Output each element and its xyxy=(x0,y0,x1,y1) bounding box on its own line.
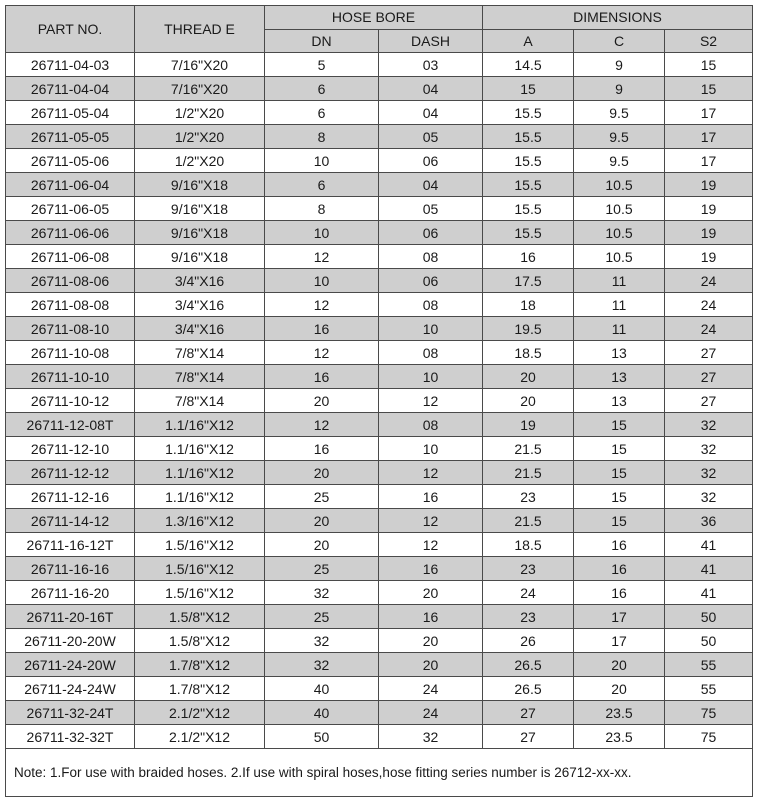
cell-dim-s2: 41 xyxy=(665,533,753,557)
cell-dn: 20 xyxy=(265,533,379,557)
cell-thread-e: 1.5/16"X12 xyxy=(135,533,265,557)
cell-dn: 10 xyxy=(265,269,379,293)
cell-part-no: 26711-32-32T xyxy=(6,725,135,749)
cell-dim-c: 10.5 xyxy=(574,173,665,197)
cell-dash: 06 xyxy=(379,149,483,173)
table-row xyxy=(6,101,753,125)
cell-dim-a: 15.5 xyxy=(483,197,574,221)
cell-dim-a: 26.5 xyxy=(483,653,574,677)
cell-dim-a: 15.5 xyxy=(483,101,574,125)
table-row xyxy=(6,653,753,677)
cell-dash: 08 xyxy=(379,245,483,269)
table-row xyxy=(6,677,753,701)
cell-dn: 50 xyxy=(265,725,379,749)
cell-dim-a: 14.5 xyxy=(483,53,574,77)
cell-thread-e: 7/16"X20 xyxy=(135,77,265,101)
cell-dim-s2: 27 xyxy=(665,365,753,389)
table-row xyxy=(6,557,753,581)
cell-dim-a: 27 xyxy=(483,701,574,725)
cell-dash: 12 xyxy=(379,389,483,413)
cell-dim-s2: 27 xyxy=(665,341,753,365)
cell-dash: 12 xyxy=(379,461,483,485)
cell-dash: 20 xyxy=(379,581,483,605)
cell-dn: 25 xyxy=(265,605,379,629)
cell-dash: 10 xyxy=(379,437,483,461)
cell-dn: 12 xyxy=(265,413,379,437)
cell-dim-c: 11 xyxy=(574,269,665,293)
table-row xyxy=(6,485,753,509)
cell-thread-e: 1.5/8"X12 xyxy=(135,605,265,629)
cell-dn: 40 xyxy=(265,677,379,701)
cell-dim-s2: 32 xyxy=(665,413,753,437)
cell-dim-s2: 41 xyxy=(665,557,753,581)
cell-dim-s2: 32 xyxy=(665,437,753,461)
cell-dn: 16 xyxy=(265,317,379,341)
cell-dn: 8 xyxy=(265,125,379,149)
cell-dn: 8 xyxy=(265,197,379,221)
cell-dim-c: 16 xyxy=(574,581,665,605)
cell-thread-e: 1.5/8"X12 xyxy=(135,629,265,653)
cell-thread-e: 1/2"X20 xyxy=(135,125,265,149)
cell-dim-s2: 15 xyxy=(665,53,753,77)
cell-thread-e: 1.1/16"X12 xyxy=(135,437,265,461)
cell-dim-a: 26.5 xyxy=(483,677,574,701)
cell-dn: 32 xyxy=(265,629,379,653)
cell-part-no: 26711-05-04 xyxy=(6,101,135,125)
table-row xyxy=(6,533,753,557)
cell-dim-a: 15.5 xyxy=(483,173,574,197)
cell-dim-c: 20 xyxy=(574,653,665,677)
cell-dash: 08 xyxy=(379,341,483,365)
cell-thread-e: 1/2"X20 xyxy=(135,149,265,173)
cell-thread-e: 9/16"X18 xyxy=(135,173,265,197)
cell-dim-a: 21.5 xyxy=(483,509,574,533)
cell-thread-e: 9/16"X18 xyxy=(135,197,265,221)
table-row xyxy=(6,605,753,629)
cell-dim-s2: 24 xyxy=(665,317,753,341)
header-row-top xyxy=(6,6,753,30)
cell-dim-c: 16 xyxy=(574,557,665,581)
cell-dash: 20 xyxy=(379,629,483,653)
cell-dn: 6 xyxy=(265,101,379,125)
table-row xyxy=(6,725,753,749)
cell-dim-c: 16 xyxy=(574,533,665,557)
cell-dim-s2: 19 xyxy=(665,245,753,269)
cell-part-no: 26711-08-10 xyxy=(6,317,135,341)
cell-dim-c: 17 xyxy=(574,605,665,629)
header-c: C xyxy=(574,29,665,53)
cell-dim-s2: 15 xyxy=(665,77,753,101)
table-row xyxy=(6,629,753,653)
cell-dim-s2: 75 xyxy=(665,725,753,749)
cell-thread-e: 1.5/16"X12 xyxy=(135,557,265,581)
table-row xyxy=(6,389,753,413)
cell-dim-a: 24 xyxy=(483,581,574,605)
cell-dim-a: 21.5 xyxy=(483,461,574,485)
cell-dim-s2: 55 xyxy=(665,653,753,677)
cell-dim-s2: 75 xyxy=(665,701,753,725)
cell-part-no: 26711-10-08 xyxy=(6,341,135,365)
cell-dim-s2: 17 xyxy=(665,149,753,173)
cell-dim-c: 11 xyxy=(574,293,665,317)
cell-thread-e: 3/4"X16 xyxy=(135,317,265,341)
table-row xyxy=(6,173,753,197)
cell-dim-a: 27 xyxy=(483,725,574,749)
cell-dim-c: 11 xyxy=(574,317,665,341)
cell-dim-a: 18.5 xyxy=(483,533,574,557)
cell-dn: 12 xyxy=(265,341,379,365)
cell-dn: 10 xyxy=(265,149,379,173)
table-row xyxy=(6,197,753,221)
cell-part-no: 26711-10-10 xyxy=(6,365,135,389)
cell-dim-s2: 32 xyxy=(665,485,753,509)
cell-thread-e: 2.1/2"X12 xyxy=(135,725,265,749)
cell-part-no: 26711-06-08 xyxy=(6,245,135,269)
table-body xyxy=(6,53,753,749)
cell-thread-e: 7/8"X14 xyxy=(135,389,265,413)
cell-dim-a: 21.5 xyxy=(483,437,574,461)
table-row xyxy=(6,53,753,77)
cell-dim-s2: 41 xyxy=(665,581,753,605)
cell-dn: 20 xyxy=(265,461,379,485)
cell-dash: 32 xyxy=(379,725,483,749)
cell-dim-s2: 19 xyxy=(665,221,753,245)
cell-dim-s2: 55 xyxy=(665,677,753,701)
table-row xyxy=(6,269,753,293)
cell-part-no: 26711-12-16 xyxy=(6,485,135,509)
cell-dn: 32 xyxy=(265,581,379,605)
cell-thread-e: 7/16"X20 xyxy=(135,53,265,77)
cell-thread-e: 1.1/16"X12 xyxy=(135,413,265,437)
cell-thread-e: 1.5/16"X12 xyxy=(135,581,265,605)
cell-dash: 16 xyxy=(379,605,483,629)
cell-dash: 03 xyxy=(379,53,483,77)
table-row xyxy=(6,365,753,389)
cell-dim-c: 15 xyxy=(574,509,665,533)
cell-dim-a: 17.5 xyxy=(483,269,574,293)
header-s2: S2 xyxy=(665,29,753,53)
cell-dim-s2: 50 xyxy=(665,605,753,629)
cell-dash: 24 xyxy=(379,677,483,701)
cell-dim-c: 9.5 xyxy=(574,149,665,173)
cell-dim-c: 9.5 xyxy=(574,101,665,125)
cell-dim-c: 10.5 xyxy=(574,197,665,221)
table-row xyxy=(6,293,753,317)
cell-thread-e: 1.3/16"X12 xyxy=(135,509,265,533)
cell-thread-e: 1.1/16"X12 xyxy=(135,485,265,509)
cell-dim-a: 19 xyxy=(483,413,574,437)
cell-dim-c: 13 xyxy=(574,341,665,365)
cell-dim-c: 15 xyxy=(574,461,665,485)
cell-dim-a: 23 xyxy=(483,557,574,581)
cell-dn: 25 xyxy=(265,557,379,581)
cell-dim-c: 15 xyxy=(574,437,665,461)
cell-dn: 6 xyxy=(265,173,379,197)
cell-part-no: 26711-10-12 xyxy=(6,389,135,413)
cell-part-no: 26711-12-12 xyxy=(6,461,135,485)
cell-dn: 25 xyxy=(265,485,379,509)
cell-dim-a: 15.5 xyxy=(483,125,574,149)
cell-dim-a: 15 xyxy=(483,77,574,101)
header-dimensions: DIMENSIONS xyxy=(483,6,753,30)
cell-thread-e: 3/4"X16 xyxy=(135,293,265,317)
cell-thread-e: 9/16"X18 xyxy=(135,245,265,269)
cell-dash: 12 xyxy=(379,509,483,533)
cell-dash: 08 xyxy=(379,293,483,317)
cell-part-no: 26711-12-08T xyxy=(6,413,135,437)
spec-sheet xyxy=(5,5,752,797)
cell-thread-e: 1.1/16"X12 xyxy=(135,461,265,485)
cell-part-no: 26711-05-06 xyxy=(6,149,135,173)
table-row xyxy=(6,125,753,149)
cell-dim-c: 13 xyxy=(574,389,665,413)
cell-dn: 10 xyxy=(265,221,379,245)
cell-dn: 20 xyxy=(265,509,379,533)
cell-dn: 32 xyxy=(265,653,379,677)
cell-part-no: 26711-12-10 xyxy=(6,437,135,461)
cell-dim-c: 9 xyxy=(574,77,665,101)
cell-dim-a: 16 xyxy=(483,245,574,269)
cell-dim-a: 20 xyxy=(483,365,574,389)
cell-thread-e: 1/2"X20 xyxy=(135,101,265,125)
cell-dim-c: 15 xyxy=(574,485,665,509)
cell-dim-c: 9 xyxy=(574,53,665,77)
cell-part-no: 26711-06-05 xyxy=(6,197,135,221)
cell-part-no: 26711-16-12T xyxy=(6,533,135,557)
table-row xyxy=(6,581,753,605)
note-row xyxy=(6,749,753,797)
cell-dn: 20 xyxy=(265,389,379,413)
cell-dim-c: 17 xyxy=(574,629,665,653)
header-dn: DN xyxy=(265,29,379,53)
cell-dim-c: 20 xyxy=(574,677,665,701)
cell-dim-c: 10.5 xyxy=(574,245,665,269)
cell-dim-s2: 24 xyxy=(665,293,753,317)
cell-part-no: 26711-20-16T xyxy=(6,605,135,629)
table-row xyxy=(6,149,753,173)
table-row xyxy=(6,461,753,485)
cell-dash: 12 xyxy=(379,533,483,557)
cell-dim-s2: 17 xyxy=(665,101,753,125)
table-row xyxy=(6,77,753,101)
cell-part-no: 26711-05-05 xyxy=(6,125,135,149)
cell-dim-s2: 24 xyxy=(665,269,753,293)
table-row xyxy=(6,701,753,725)
cell-dn: 6 xyxy=(265,77,379,101)
cell-dim-s2: 50 xyxy=(665,629,753,653)
cell-dim-a: 15.5 xyxy=(483,149,574,173)
header-part-no: PART NO. xyxy=(6,6,135,53)
cell-thread-e: 3/4"X16 xyxy=(135,269,265,293)
cell-part-no: 26711-16-20 xyxy=(6,581,135,605)
cell-dash: 10 xyxy=(379,365,483,389)
cell-dim-a: 20 xyxy=(483,389,574,413)
table-row xyxy=(6,221,753,245)
cell-dim-a: 18 xyxy=(483,293,574,317)
cell-dim-a: 19.5 xyxy=(483,317,574,341)
table-row xyxy=(6,317,753,341)
cell-dash: 16 xyxy=(379,557,483,581)
table-note: Note: 1.For use with braided hoses. 2.If use with spiral hoses,hose fitting series number is 26712-xx-xx. xyxy=(6,749,753,797)
cell-dim-s2: 27 xyxy=(665,389,753,413)
cell-dim-c: 9.5 xyxy=(574,125,665,149)
header-thread-e: THREAD E xyxy=(135,6,265,53)
cell-dash: 04 xyxy=(379,101,483,125)
header-hose-bore: HOSE BORE xyxy=(265,6,483,30)
cell-dim-s2: 19 xyxy=(665,173,753,197)
header-dash: DASH xyxy=(379,29,483,53)
cell-part-no: 26711-04-03 xyxy=(6,53,135,77)
cell-dash: 06 xyxy=(379,221,483,245)
cell-part-no: 26711-04-04 xyxy=(6,77,135,101)
cell-thread-e: 2.1/2"X12 xyxy=(135,701,265,725)
cell-thread-e: 7/8"X14 xyxy=(135,341,265,365)
cell-part-no: 26711-24-24W xyxy=(6,677,135,701)
cell-dim-c: 23.5 xyxy=(574,701,665,725)
cell-part-no: 26711-32-24T xyxy=(6,701,135,725)
cell-part-no: 26711-24-20W xyxy=(6,653,135,677)
cell-dim-s2: 32 xyxy=(665,461,753,485)
cell-thread-e: 9/16"X18 xyxy=(135,221,265,245)
cell-dim-c: 15 xyxy=(574,413,665,437)
table-row xyxy=(6,509,753,533)
cell-part-no: 26711-08-08 xyxy=(6,293,135,317)
cell-dim-c: 13 xyxy=(574,365,665,389)
cell-dash: 10 xyxy=(379,317,483,341)
cell-part-no: 26711-08-06 xyxy=(6,269,135,293)
cell-dn: 5 xyxy=(265,53,379,77)
table-row xyxy=(6,413,753,437)
cell-dn: 40 xyxy=(265,701,379,725)
cell-dn: 12 xyxy=(265,293,379,317)
cell-dim-c: 23.5 xyxy=(574,725,665,749)
cell-dash: 04 xyxy=(379,77,483,101)
cell-dn: 16 xyxy=(265,365,379,389)
cell-dim-a: 26 xyxy=(483,629,574,653)
cell-part-no: 26711-06-04 xyxy=(6,173,135,197)
cell-part-no: 26711-16-16 xyxy=(6,557,135,581)
cell-dim-a: 15.5 xyxy=(483,221,574,245)
cell-dim-s2: 19 xyxy=(665,197,753,221)
table-row xyxy=(6,245,753,269)
cell-dash: 06 xyxy=(379,269,483,293)
cell-part-no: 26711-06-06 xyxy=(6,221,135,245)
cell-dim-s2: 17 xyxy=(665,125,753,149)
cell-dim-s2: 36 xyxy=(665,509,753,533)
cell-dim-a: 23 xyxy=(483,485,574,509)
table-row xyxy=(6,437,753,461)
cell-thread-e: 1.7/8"X12 xyxy=(135,653,265,677)
header-a: A xyxy=(483,29,574,53)
cell-dim-a: 18.5 xyxy=(483,341,574,365)
cell-dash: 04 xyxy=(379,173,483,197)
cell-dash: 05 xyxy=(379,125,483,149)
cell-dash: 08 xyxy=(379,413,483,437)
cell-part-no: 26711-14-12 xyxy=(6,509,135,533)
table-row xyxy=(6,341,753,365)
cell-thread-e: 1.7/8"X12 xyxy=(135,677,265,701)
cell-dim-a: 23 xyxy=(483,605,574,629)
cell-dash: 16 xyxy=(379,485,483,509)
cell-dash: 05 xyxy=(379,197,483,221)
cell-part-no: 26711-20-20W xyxy=(6,629,135,653)
cell-dim-c: 10.5 xyxy=(574,221,665,245)
cell-dash: 24 xyxy=(379,701,483,725)
cell-dn: 16 xyxy=(265,437,379,461)
cell-dn: 12 xyxy=(265,245,379,269)
cell-dash: 20 xyxy=(379,653,483,677)
cell-thread-e: 7/8"X14 xyxy=(135,365,265,389)
hose-fitting-spec-table xyxy=(5,5,753,797)
